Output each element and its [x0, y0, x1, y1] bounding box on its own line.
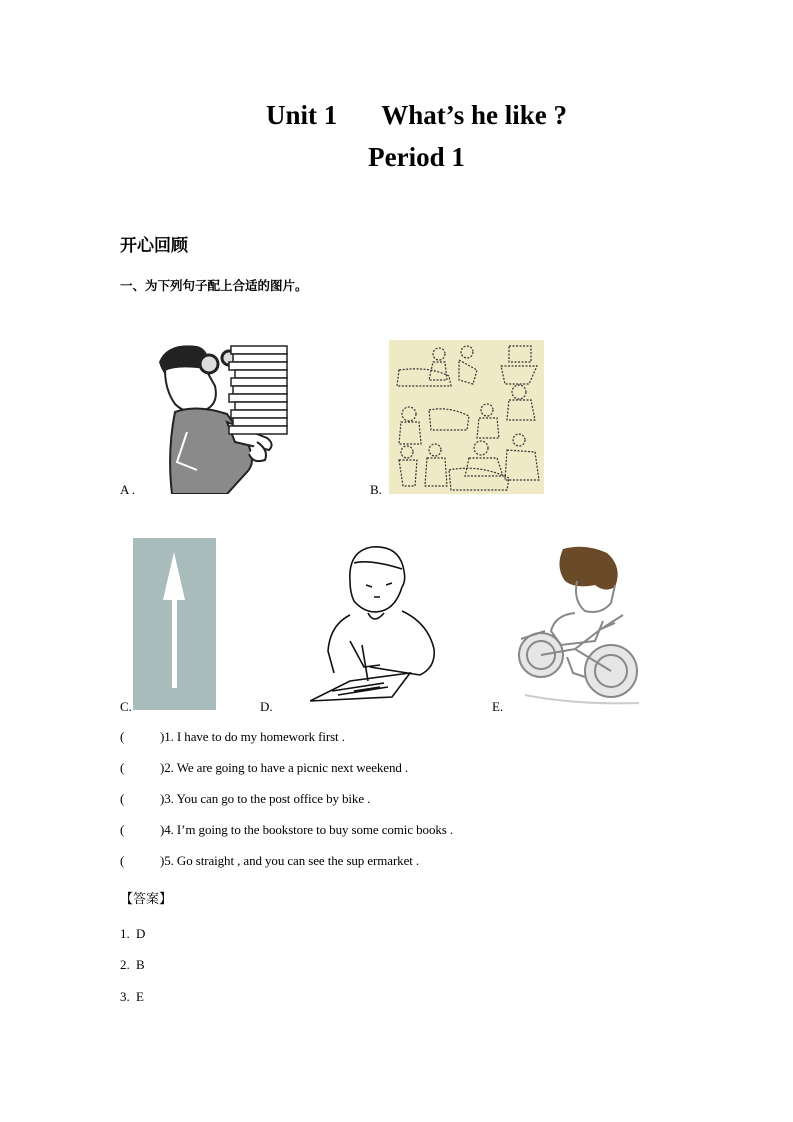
picture-label-c: C. — [120, 699, 132, 714]
picture-label-b: B. — [370, 482, 382, 497]
answer-blank[interactable]: ( — [120, 760, 125, 775]
unit-title — [20, 100, 793, 131]
picture-label-d: D. — [260, 699, 273, 714]
answer-blank[interactable]: ( — [120, 853, 125, 868]
question-5 — [120, 853, 419, 869]
question-text: )4. I’m going to the bookstore to buy some comic books . — [160, 822, 454, 837]
unit-number: Unit 1 — [265, 100, 338, 130]
answer-blank[interactable]: ( — [120, 822, 125, 837]
answer-blank[interactable]: ( — [120, 791, 125, 806]
section-heading: 开心回顾 — [120, 236, 188, 256]
picture-label-e: E. — [492, 699, 504, 714]
exercise-instruction: 一、为下列句子配上合适的图片。 — [120, 278, 308, 293]
answer-3 — [120, 989, 144, 1005]
period-title: Period 1 — [368, 142, 465, 172]
question-text: )5. Go straight , and you can see the sup ermarket . — [160, 853, 420, 868]
answer-number: 3. — [120, 989, 130, 1004]
boy-riding-bike-icon — [515, 545, 645, 710]
up-arrow-sign-icon — [133, 538, 216, 710]
answer-value: D — [136, 926, 146, 941]
question-text: )3. You can go to the post office by bike . — [160, 791, 371, 806]
picnic-scene-icon — [389, 340, 544, 494]
question-text: )2. We are going to have a picnic next weekend . — [160, 760, 409, 775]
answer-heading: 【答案】 — [120, 892, 173, 907]
question-1 — [120, 729, 345, 745]
question-2 — [120, 760, 408, 776]
boy-writing-homework-icon — [310, 541, 440, 705]
answer-value: B — [136, 957, 145, 972]
question-text: )1. I have to do my homework first . — [160, 729, 345, 744]
question-3 — [120, 791, 370, 807]
question-4 — [120, 822, 453, 838]
answer-number: 2. — [120, 957, 130, 972]
answer-value: E — [136, 989, 144, 1004]
answer-number: 1. — [120, 926, 130, 941]
unit-topic: What’s he like ? — [381, 100, 568, 130]
boy-carrying-books-icon — [157, 342, 297, 494]
picture-label-a: A . — [120, 482, 136, 497]
answer-2 — [120, 957, 145, 973]
answer-blank[interactable]: ( — [120, 729, 125, 744]
answer-1 — [120, 926, 145, 942]
